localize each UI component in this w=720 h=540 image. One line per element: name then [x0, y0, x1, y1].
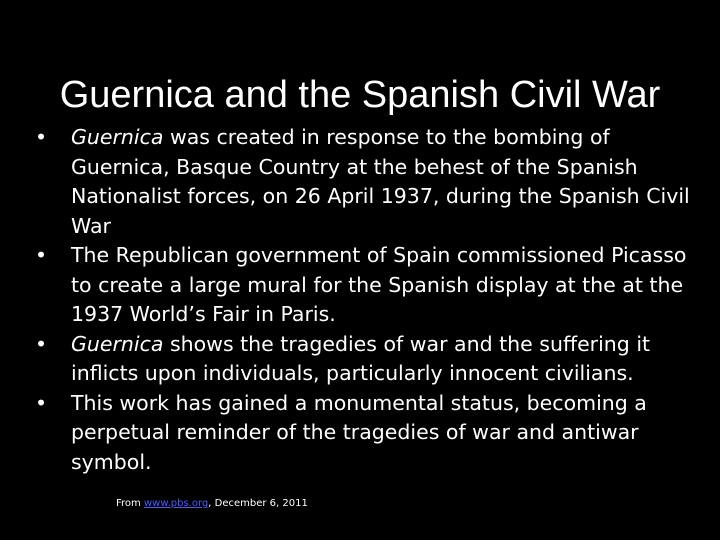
- bullet-item: [34, 241, 694, 330]
- bullet-marker: •: [34, 243, 48, 267]
- bullet-text: shows the tragedies of war and the suffering it inflicts upon individuals, particularly innocent civilians.: [71, 331, 651, 385]
- bullet-marker: •: [34, 390, 48, 415]
- source-link[interactable]: www.pbs.org: [143, 498, 209, 509]
- bullet-item: [34, 330, 694, 389]
- bullet-text: was created in response to the bombing of Guernica, Basque Country at the behest of the Spanish Nationalist forces, on 26 April 1937, during the Spanish Civil War: [71, 125, 690, 238]
- slide-title: Guernica and the Spanish Civil War: [59, 74, 661, 117]
- bullet-marker: •: [34, 331, 48, 356]
- source-suffix: , December 6, 2011: [208, 498, 308, 509]
- bullet-item: [34, 389, 694, 478]
- bullet-text: This work has gained a monumental status, becoming a perpetual reminder of the tragedies of war and antiwar symbol.: [71, 390, 647, 474]
- bullet-emphasis: Guernica: [71, 331, 164, 356]
- bullet-emphasis: Guernica: [71, 125, 164, 149]
- bullet-text: The Republican government of Spain commissioned Picasso to create a large mural for the Spanish display at the at the 1937 World’s Fair in Paris.: [71, 243, 687, 326]
- bullet-list: [34, 123, 694, 477]
- bullet-item: [34, 123, 694, 241]
- bullet-marker: •: [34, 125, 48, 149]
- source-prefix: From: [116, 498, 144, 509]
- source-citation: [116, 497, 308, 511]
